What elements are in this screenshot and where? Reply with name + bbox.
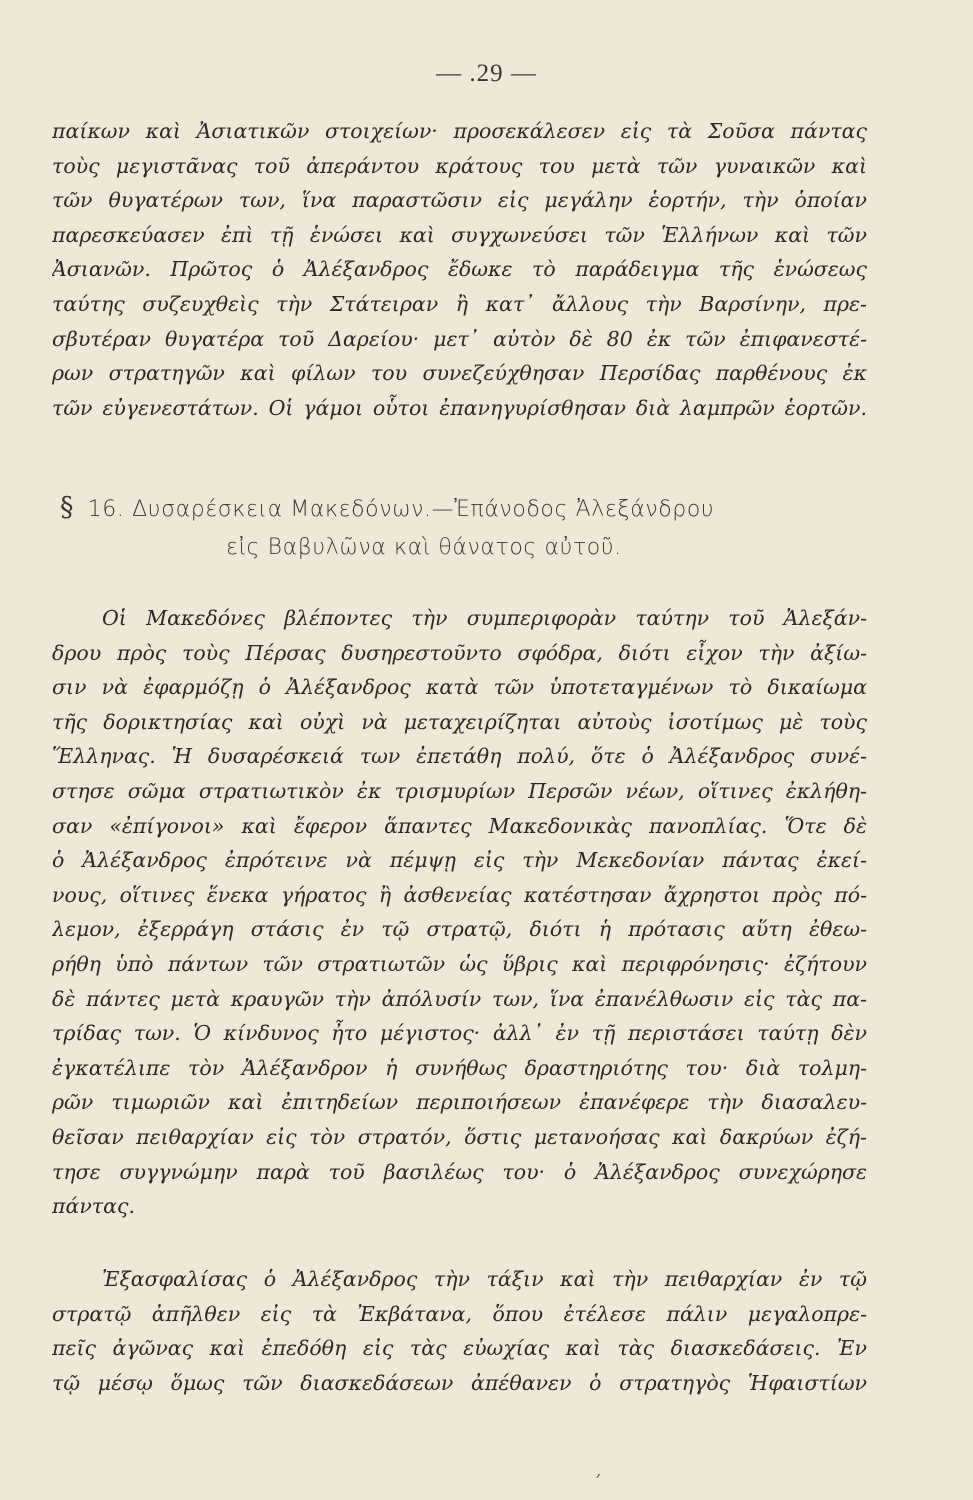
text-line: δρου πρὸς τοὺς Πέρσας δυσηρεστοῦντο σφόδρα, διότι εἶχον τὴν ἀξίω-: [52, 640, 867, 665]
text-line: Οἱ Μακεδόνες βλέποντες τὴν συμπεριφορὰν ταύτην τοῦ Ἀλεξάν-: [102, 606, 867, 630]
text-line: τῶν θυγατέρων των, ἵνα παραστῶσιν εἰς μεγάλην ἑορτήν, τὴν ὁποίαν: [52, 188, 867, 213]
section-heading-line-1: [60, 488, 860, 528]
text-line: πεῖς ἀγῶνας καὶ ἐπεδόθη εἰς τὰς εὐωχίας καὶ τὰς διασκεδάσεις. Ἐν: [52, 1336, 867, 1361]
text-line: τῷ μέσῳ ὅμως τῶν διασκεδάσεων ἀπέθανεν ὁ στρατηγὸς Ἡφαιστίων: [52, 1370, 867, 1395]
text-line: σαν «ἐπίγονοι» καὶ ἔφερον ἅπαντες Μακεδονικὰς πανοπλίας. Ὅτε δὲ: [52, 813, 867, 838]
text-line: στρατῷ ἀπῆλθεν εἰς τὰ Ἐκβάτανα, ὅπου ἐτέλεσε πάλιν μεγαλοπρε-: [52, 1301, 867, 1326]
page-number: — .29 —: [436, 60, 537, 87]
section-heading: [60, 488, 860, 568]
paragraph-1: [52, 114, 867, 425]
text-line: θεῖσαν πειθαρχίαν εἰς τὸν στρατόν, ὅστις μετανοήσας καὶ δακρύων ἐζή-: [52, 1124, 867, 1149]
text-line: Ἕλληνας. Ἡ δυσαρέσκειά των ἐπετάθη πολύ, ὅτε ὁ Ἀλέξανδρος συνέ-: [52, 744, 867, 769]
text-line: ρων στρατηγῶν καὶ φίλων του συνεζεύχθησαν Περσίδας παρθένους ἐκ: [52, 361, 867, 386]
text-line: Ἐξασφαλίσας ὁ Ἀλέξανδρος τὴν τάξιν καὶ τὴν πειθαρχίαν ἐν τῷ: [102, 1267, 867, 1291]
paragraph-3: [52, 1262, 867, 1400]
text-line: τῶν εὐγενεστάτων. Οἱ γάμοι οὗτοι ἐπανηγυρίσθησαν διὰ λαμπρῶν ἑορτῶν.: [52, 395, 867, 420]
footer-mark: ,: [596, 1461, 602, 1480]
text-line: παρεσκεύασεν ἐπὶ τῇ ἑνώσει καὶ συγχωνεύσει τῶν Ἑλλήνων καὶ τῶν: [52, 222, 867, 247]
section-sign: §: [60, 492, 75, 523]
text-line: σβυτέραν θυγατέρα τοῦ Δαρείου· μετ᾽ αὐτὸν δὲ 80 ἐκ τῶν ἐπιφανεστέ-: [52, 326, 867, 351]
section-title-line-1: Δυσαρέσκεια Μακεδόνων.—Ἐπάνοδος Ἀλεξάνδρου: [132, 497, 715, 522]
text-line: ρήθη ὑπὸ πάντων τῶν στρατιωτῶν ὡς ὕβρις καὶ περιφρόνησις· ἐζήτουν: [52, 951, 867, 976]
text-line: τοὺς μεγιστᾶνας τοῦ ἀπεράντου κράτους του μετὰ τῶν γυναικῶν καὶ: [52, 153, 867, 178]
text-line: νους, οἵτινες ἕνεκα γήρατος ἢ ἀσθενείας κατέστησαν ἄχρηστοι πρὸς πό-: [52, 882, 867, 907]
text-line: ὁ Ἀλέξανδρος ἐπρότεινε νὰ πέμψῃ εἰς τὴν Μεκεδονίαν πάντας ἐκεί-: [52, 848, 867, 873]
text-line: δὲ πάντες μετὰ κραυγῶν τὴν ἀπόλυσίν των, ἵνα ἐπανέλθωσιν εἰς τὰς πα-: [52, 986, 867, 1011]
text-line: τῆς δορικτησίας καὶ οὐχὶ νὰ μεταχειρίζηται αὐτοὺς ἰσοτίμως μὲ τοὺς: [52, 709, 867, 734]
text-line: Ἀσιανῶν. Πρῶτος ὁ Ἀλέξανδρος ἔδωκε τὸ παράδειγμα τῆς ἑνώσεως: [52, 257, 867, 282]
section-number: 16.: [87, 497, 125, 522]
text-line: παίκων καὶ Ἀσιατικῶν στοιχείων· προσεκάλεσεν εἰς τὰ Σοῦσα πάντας: [52, 119, 867, 143]
text-line: τρίδας των. Ὁ κίνδυνος ἦτο μέγιστος· ἀλλ᾽ ἐν τῇ περιστάσει ταύτῃ δὲν: [52, 1021, 867, 1046]
text-line: ρῶν τιμωριῶν καὶ ἐπιτηδείων περιποιήσεων ἐπανέφερε τὴν διασαλευ-: [52, 1090, 867, 1115]
section-title-line-2: εἰς Βαβυλῶνα καὶ θάνατος αὐτοῦ.: [226, 535, 622, 560]
text-line: πάντας.: [52, 1194, 135, 1219]
text-line: στησε σῶμα στρατιωτικὸν ἐκ τρισμυρίων Περσῶν νέων, οἵτινες ἐκλήθη-: [52, 778, 867, 803]
text-line: τησε συγγνώμην παρὰ τοῦ βασιλέως του· ὁ Ἀλέξανδρος συνεχώρησε: [52, 1159, 867, 1184]
text-line: σιν νὰ ἐφαρμόζῃ ὁ Ἀλέξανδρος κατὰ τῶν ὑποτεταγμένων τὸ δικαίωμα: [52, 675, 867, 700]
text-line: λεμον, ἐξερράγη στάσις ἐν τῷ στρατῷ, διότι ἡ πρότασις αὕτη ἐθεω-: [52, 917, 867, 942]
text-line: ταύτης συζευχθεὶς τὴν Στάτειραν ἢ κατ᾽ ἄλλους τὴν Βαρσίνην, πρε-: [52, 291, 867, 316]
paragraph-2: [52, 601, 867, 1224]
text-line: ἐγκατέλιπε τὸν Ἀλέξανδρον ἡ συνήθως δραστηριότης του· διὰ τολμη-: [52, 1055, 867, 1080]
